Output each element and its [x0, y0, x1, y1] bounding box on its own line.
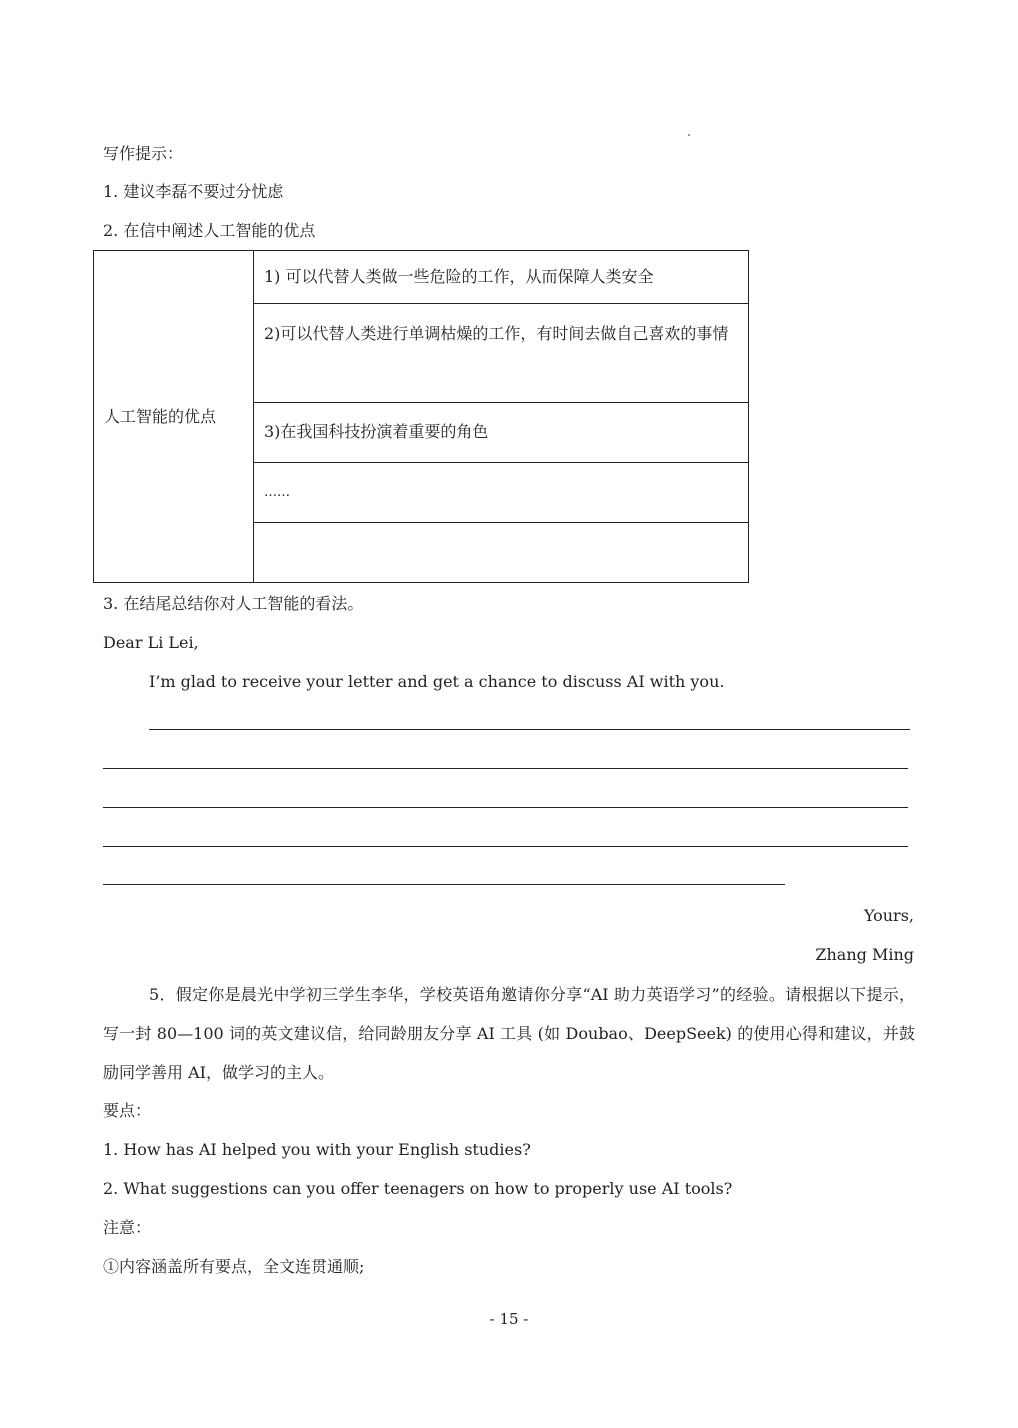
notes-heading: 注意： — [103, 1218, 152, 1237]
advantage-row-1: 1) 可以代替人类做一些危险的工作，从而保障人类安全 — [254, 251, 749, 304]
answer-line-5 — [103, 884, 785, 885]
answer-line-4 — [103, 846, 908, 847]
letter-opening: I’m glad to receive your letter and get a chance to discuss AI with you. — [149, 672, 725, 691]
advantages-label: 人工智能的优点 — [94, 251, 254, 583]
advantage-row-3: 3)在我国科技扮演着重要的角色 — [254, 403, 749, 463]
question-5-text: 假定你是晨光中学初三学生李华，学校英语角邀请你分享“AI 助力英语学习”的经验。请根据以下提示，写一封 80—100 词的英文建议信，给同龄朋友分享 AI 工具 (如 Doubao、DeepSeek) 的使用心得和建议，并鼓励同学善用 AI，做学习的主人。 — [103, 985, 915, 1082]
writing-tips-heading: 写作提示： — [103, 144, 184, 163]
stray-mark — [688, 134, 690, 136]
letter-signature: Zhang Ming — [815, 945, 914, 964]
advantage-row-5 — [254, 523, 749, 583]
answer-line-3 — [103, 807, 908, 808]
advantages-table — [93, 250, 749, 583]
page-number: - 15 - — [489, 1310, 529, 1328]
writing-tip-3: 3. 在结尾总结你对人工智能的看法。 — [103, 594, 364, 613]
writing-tip-1: 1. 建议李磊不要过分忧虑 — [103, 182, 284, 201]
points-heading: 要点： — [103, 1101, 152, 1120]
point-1: 1. How has AI helped you with your English studies? — [103, 1140, 531, 1159]
question-5-number: 5． — [149, 985, 176, 1004]
note-1: ①内容涵盖所有要点，全文连贯通顺; — [103, 1257, 365, 1276]
answer-line-1 — [149, 729, 910, 730]
advantage-row-4: …… — [254, 463, 749, 523]
point-2: 2. What suggestions can you offer teenagers on how to properly use AI tools? — [103, 1179, 733, 1198]
letter-greeting: Dear Li Lei, — [103, 633, 199, 652]
writing-tip-2: 2. 在信中阐述人工智能的优点 — [103, 221, 316, 240]
advantage-row-2: 2)可以代替人类进行单调枯燥的工作，有时间去做自己喜欢的事情 — [254, 304, 749, 403]
question-5-prompt — [103, 975, 915, 1092]
letter-closing: Yours, — [863, 906, 914, 925]
answer-line-2 — [103, 768, 908, 769]
